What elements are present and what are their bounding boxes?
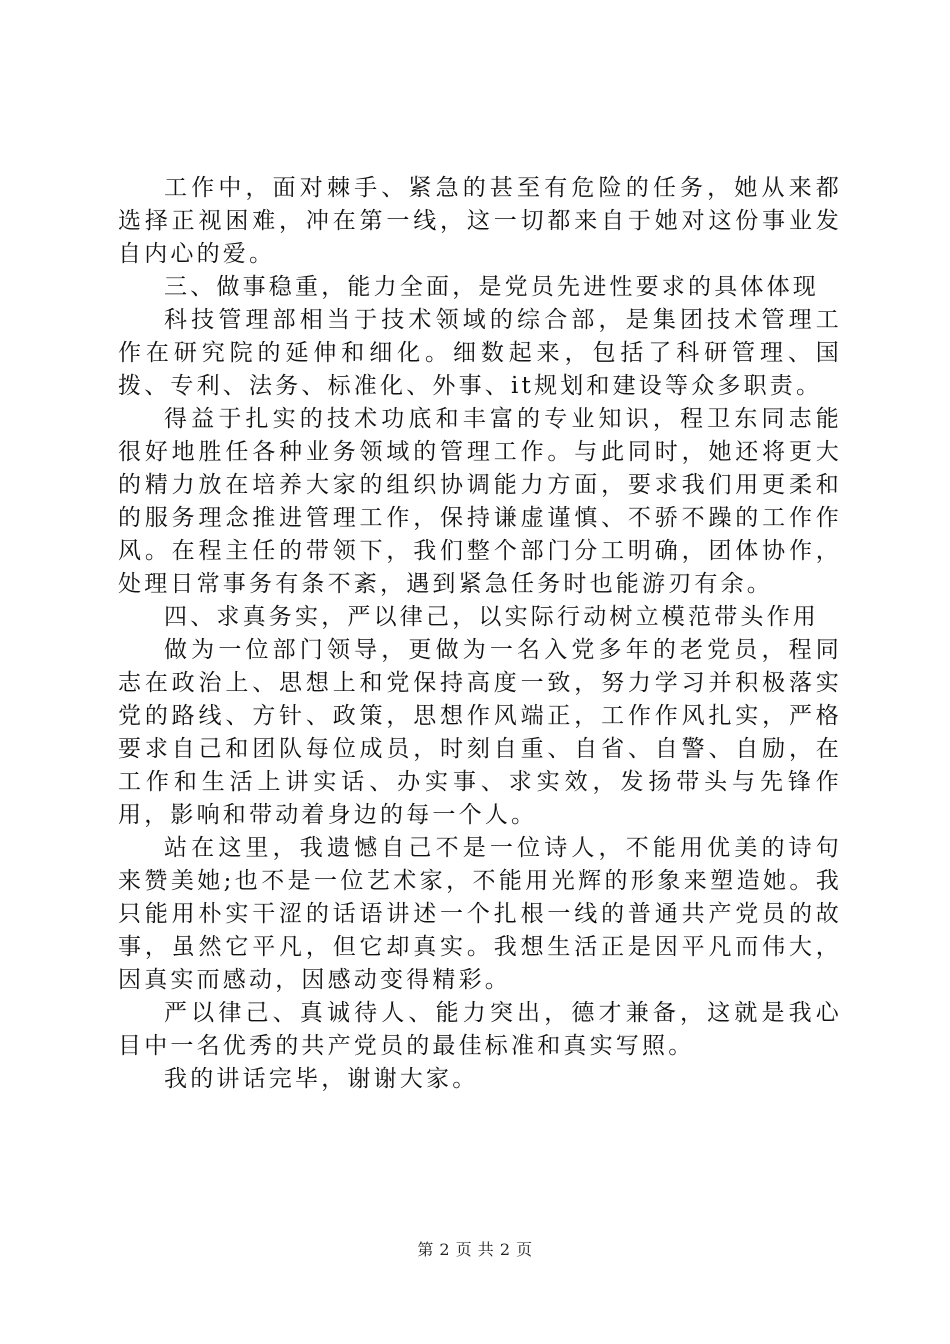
paragraph-reflection: 站在这里，我遗憾自己不是一位诗人，不能用优美的诗句来赞美她;也不是一位艺术家，不能用光辉的形象来塑造她。我只能用朴实干涩的话语讲述一个扎根一线的普通共产党员的故事，虽然它平凡，但它却真实。我想生活正是因平凡而伟大，因真实而感动，因感动变得精彩。: [118, 835, 842, 993]
paragraph-summary: 严以律己、真诚待人、能力突出，德才兼备，这就是我心目中一名优秀的共产党员的最佳标准和真实写照。: [118, 1000, 842, 1059]
section-heading-3: 三、做事稳重，能力全面，是党员先进性要求的具体体现: [164, 274, 819, 300]
document-body: [118, 172, 842, 1096]
paragraph-management: 得益于扎实的技术功底和丰富的专业知识，程卫东同志能很好地胜任各种业务领域的管理工作。与此同时，她还将更大的精力放在培养大家的组织协调能力方面，要求我们用更柔和的服务理念推进管理工作，保持谦虚谨慎、不骄不躁的工作作风。在程主任的带领下，我们整个部门分工明确，团体协作，处理日常事务有条不紊，遇到紧急任务时也能游刃有余。: [118, 406, 842, 597]
paragraph-intro: 工作中，面对棘手、紧急的甚至有危险的任务，她从来都选择正视困难，冲在第一线，这一切都来自于她对这份事业发自内心的爱。: [118, 175, 842, 267]
paragraph-duties: 科技管理部相当于技术领域的综合部，是集团技术管理工作在研究院的延伸和细化。细数起来，包括了科研管理、国拨、专利、法务、标准化、外事、it规划和建设等众多职责。: [118, 307, 842, 399]
section-heading-4: 四、求真务实，严以律己，以实际行动树立模范带头作用: [164, 604, 819, 630]
paragraph-leadership: 做为一位部门领导，更做为一名入党多年的老党员，程同志在政治上、思想上和党保持高度一致，努力学习并积极落实党的路线、方针、政策，思想作风端正，工作作风扎实，严格要求自己和团队每位成员，时刻自重、自省、自警、自励，在工作和生活上讲实话、办实事、求实效，发扬带头与先锋作用，影响和带动着身边的每一个人。: [118, 637, 842, 828]
page-number-footer: 第 2 页 共 2 页: [417, 1240, 533, 1259]
paragraph-closing: 我的讲话完毕，谢谢大家。: [164, 1066, 479, 1092]
